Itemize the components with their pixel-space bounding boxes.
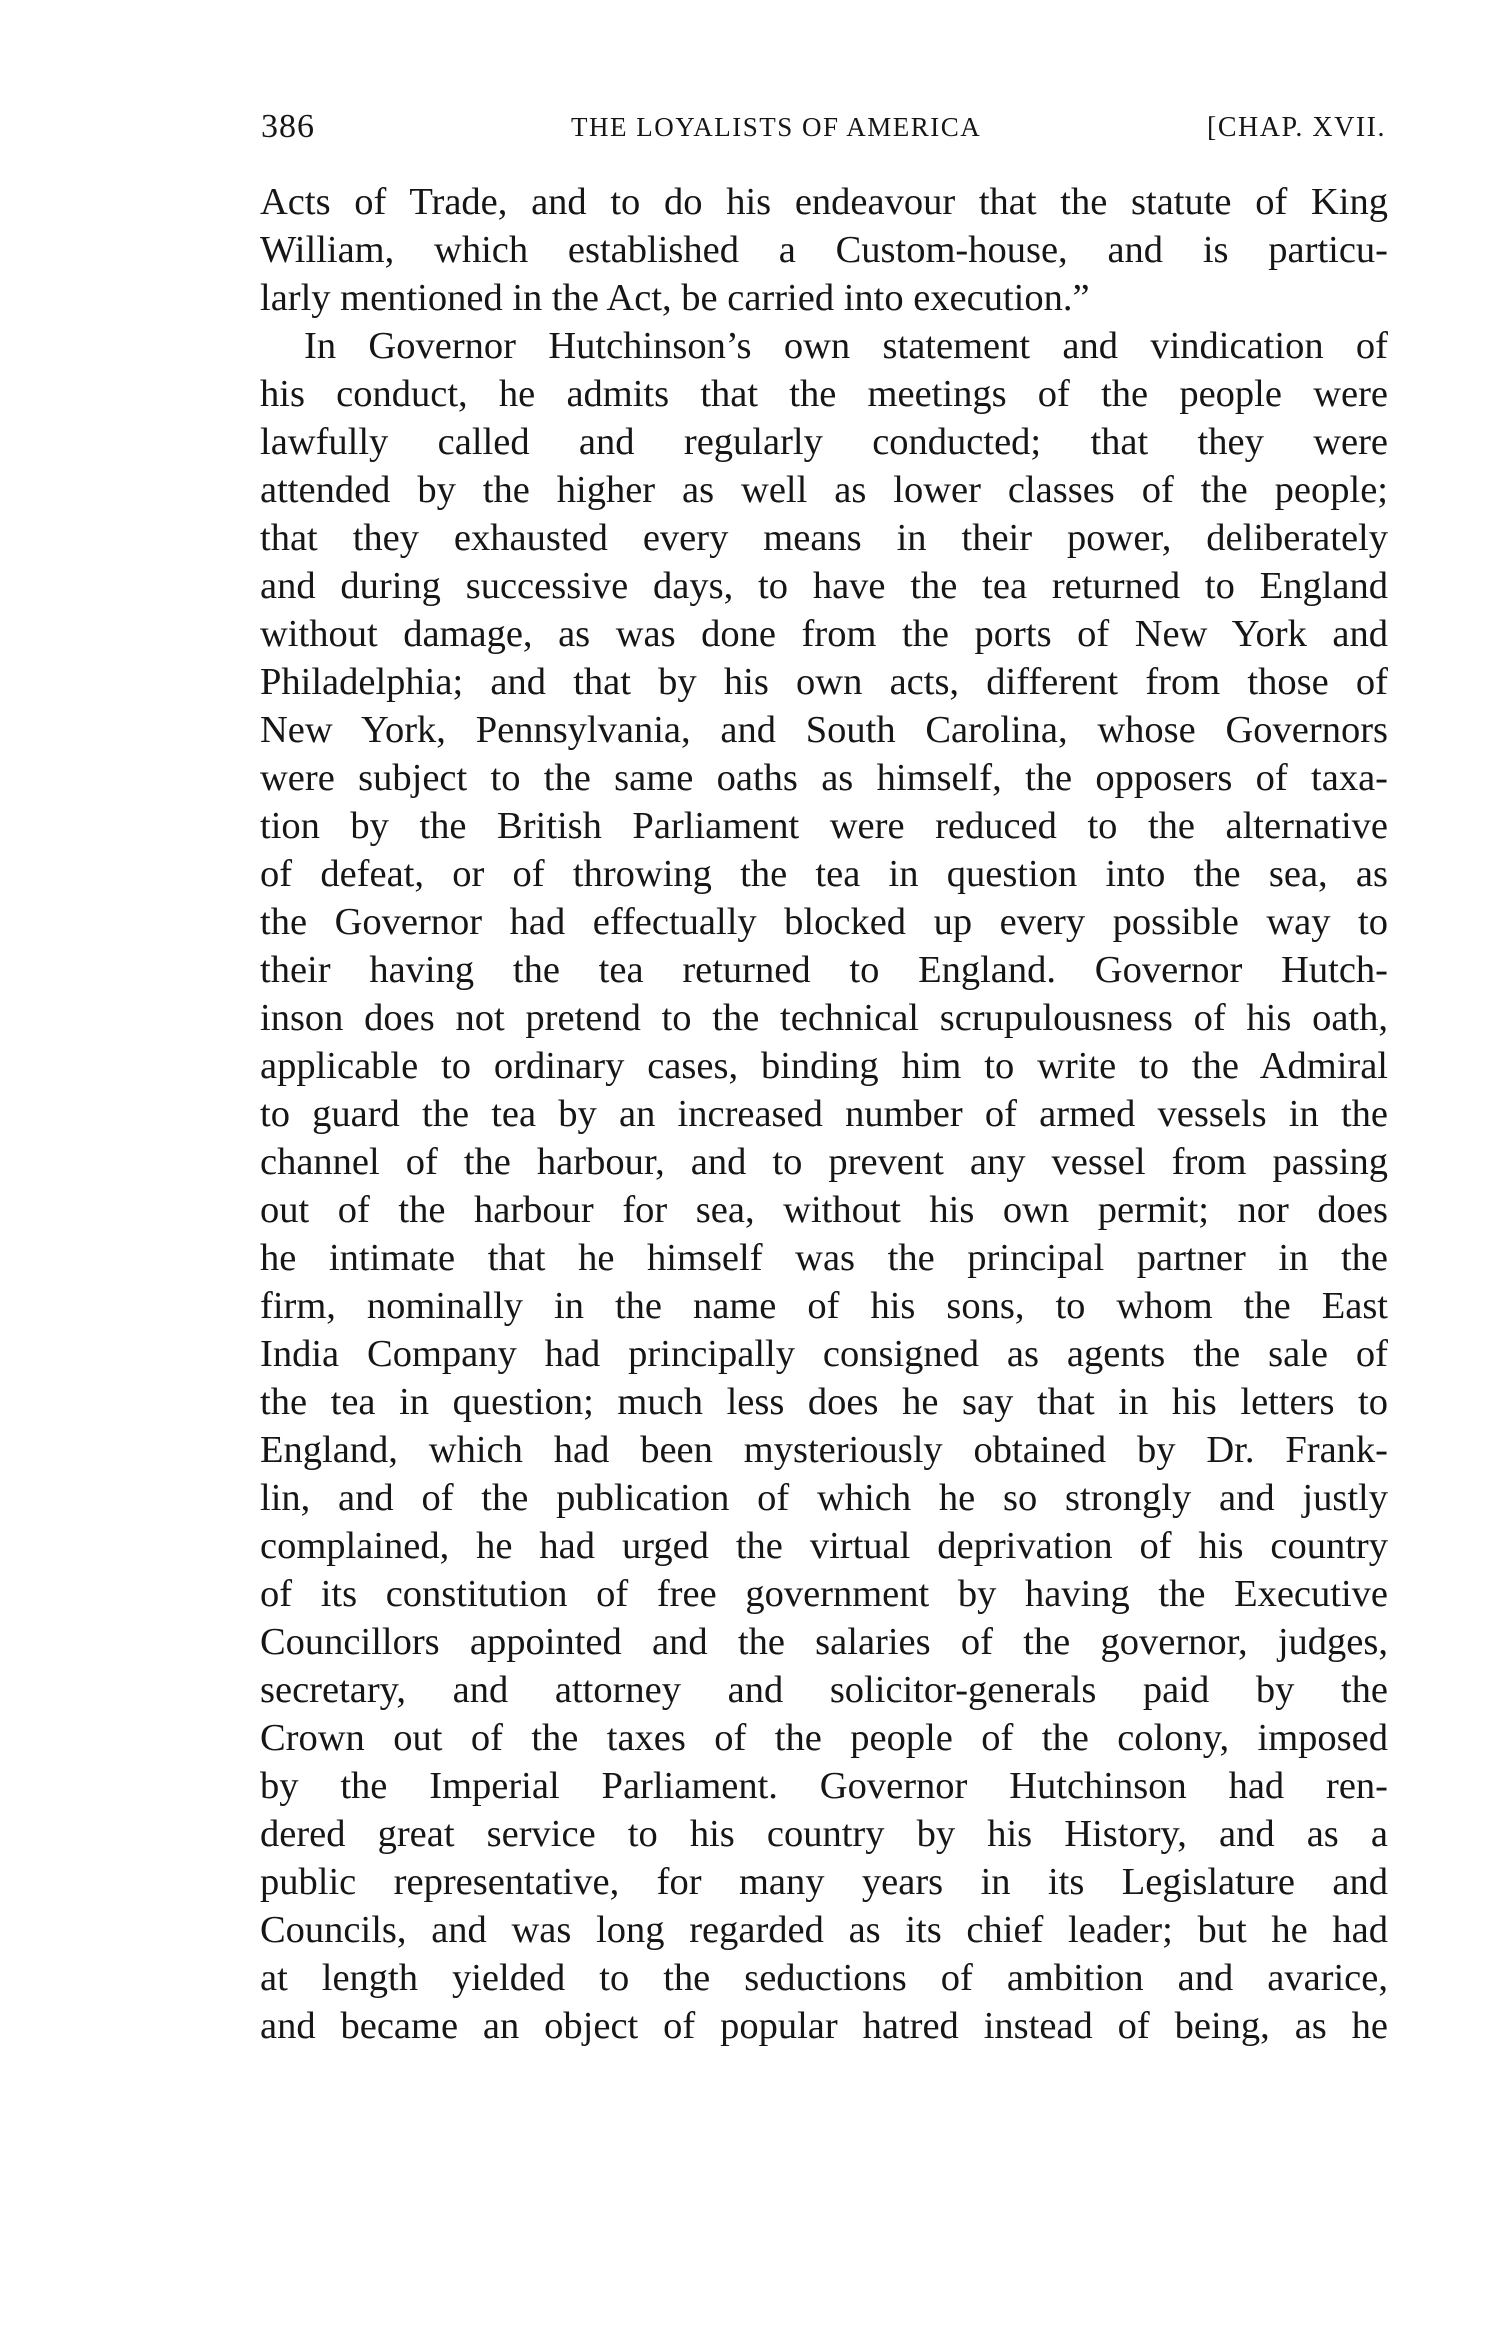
text-line: Crown out of the taxes of the people of the colony, imposed xyxy=(260,1717,1388,1759)
text-line: secretary, and attorney and solicitor-generals paid by the xyxy=(260,1669,1388,1711)
text-line: Councillors appointed and the salaries of the governor, judges, xyxy=(260,1621,1388,1663)
text-line: larly mentioned in the Act, be carried into execution.” xyxy=(260,277,1090,319)
text-line: attended by the higher as well as lower classes of the people; xyxy=(260,469,1388,511)
text-line: he intimate that he himself was the principal partner in the xyxy=(260,1237,1388,1279)
text-line: applicable to ordinary cases, binding him to write to the Admiral xyxy=(260,1045,1388,1087)
text-line: India Company had principally consigned as agents the sale of xyxy=(260,1333,1388,1375)
text-line: out of the harbour for sea, without his own permit; nor does xyxy=(260,1189,1388,1231)
text-line: by the Imperial Parliament. Governor Hutchinson had ren- xyxy=(260,1765,1388,1807)
running-header xyxy=(261,108,1386,158)
text-line: complained, he had urged the virtual deprivation of his country xyxy=(260,1525,1388,1567)
paragraph-first-line: In Governor Hutchinson’s own statement and vindication of xyxy=(304,325,1388,367)
text-line: inson does not pretend to the technical scrupulousness of his oath, xyxy=(260,997,1388,1039)
text-line: and became an object of popular hatred instead of being, as he xyxy=(260,2005,1388,2047)
text-line: lawfully called and regularly conducted; that they were xyxy=(260,421,1388,463)
text-line: Councils, and was long regarded as its chief leader; but he had xyxy=(260,1909,1388,1951)
text-line: tion by the British Parliament were reduced to the alternative xyxy=(260,805,1388,847)
text-line: William, which established a Custom-house, and is particu- xyxy=(260,229,1388,271)
text-line: the tea in question; much less does he say that in his letters to xyxy=(260,1381,1388,1423)
text-line: firm, nominally in the name of his sons, to whom the East xyxy=(260,1285,1388,1327)
running-title: THE LOYALISTS OF AMERICA xyxy=(571,112,982,142)
text-line: public representative, for many years in its Legislature and xyxy=(260,1861,1388,1903)
text-line: England, which had been mysteriously obtained by Dr. Frank- xyxy=(260,1429,1388,1471)
page-number: 386 xyxy=(261,108,315,145)
body-text xyxy=(260,178,1388,2050)
text-line: of defeat, or of throwing the tea in question into the sea, as xyxy=(260,853,1388,895)
text-line: without damage, as was done from the ports of New York and xyxy=(260,613,1388,655)
text-line: New York, Pennsylvania, and South Carolina, whose Governors xyxy=(260,709,1388,751)
text-line: were subject to the same oaths as himself, the opposers of taxa- xyxy=(260,757,1388,799)
text-line: his conduct, he admits that the meetings of the people were xyxy=(260,373,1388,415)
text-line: and during successive days, to have the tea returned to England xyxy=(260,565,1388,607)
chapter-label: [CHAP. XVII. xyxy=(1207,112,1386,143)
text-line: Philadelphia; and that by his own acts, different from those of xyxy=(260,661,1388,703)
text-line: to guard the tea by an increased number of armed vessels in the xyxy=(260,1093,1388,1135)
text-line: the Governor had effectually blocked up every possible way to xyxy=(260,901,1388,943)
text-line: their having the tea returned to England. Governor Hutch- xyxy=(260,949,1388,991)
text-line: that they exhausted every means in their power, deliberately xyxy=(260,517,1388,559)
text-line: dered great service to his country by his History, and as a xyxy=(260,1813,1388,1855)
text-line: of its constitution of free government by having the Executive xyxy=(260,1573,1388,1615)
text-line: channel of the harbour, and to prevent any vessel from passing xyxy=(260,1141,1388,1183)
text-line: at length yielded to the seductions of ambition and avarice, xyxy=(260,1957,1388,1999)
text-line: lin, and of the publication of which he so strongly and justly xyxy=(260,1477,1388,1519)
text-line: Acts of Trade, and to do his endeavour that the statute of King xyxy=(260,181,1388,223)
